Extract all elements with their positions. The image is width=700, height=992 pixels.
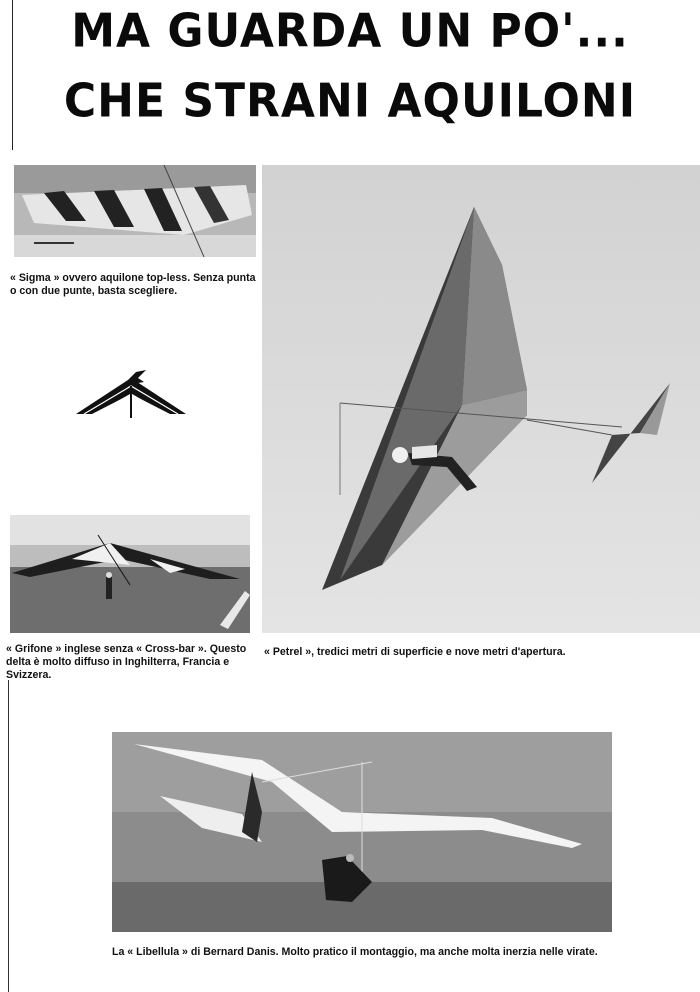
sigma-caption: « Sigma » ovvero aquilone top-less. Senza punta o con due punte, basta scegliere. [10,272,256,297]
page-title-line-2: CHE STRANI AQUILONI [63,74,637,129]
libellula-caption: La « Libellula » di Bernard Danis. Molto pratico il montaggio, ma anche molta inerzia nelle virate. [112,946,598,958]
grifone-caption: « Grifone » inglese senza « Cross-bar ». Questo delta è molto diffuso in Inghilterra, Francia e Svizzera. [6,643,247,681]
sigma-photo [14,165,256,257]
eagle-emblem-icon [74,368,188,422]
libellula-photo [112,732,612,932]
petrel-caption: « Petrel », tredici metri di superficie e nove metri d'apertura. [264,646,566,658]
petrel-photo [262,165,700,633]
page-title-line-1: MA GUARDA UN PO'... [71,4,629,59]
grifone-photo [10,515,250,633]
margin-rule-bottom [8,680,9,992]
